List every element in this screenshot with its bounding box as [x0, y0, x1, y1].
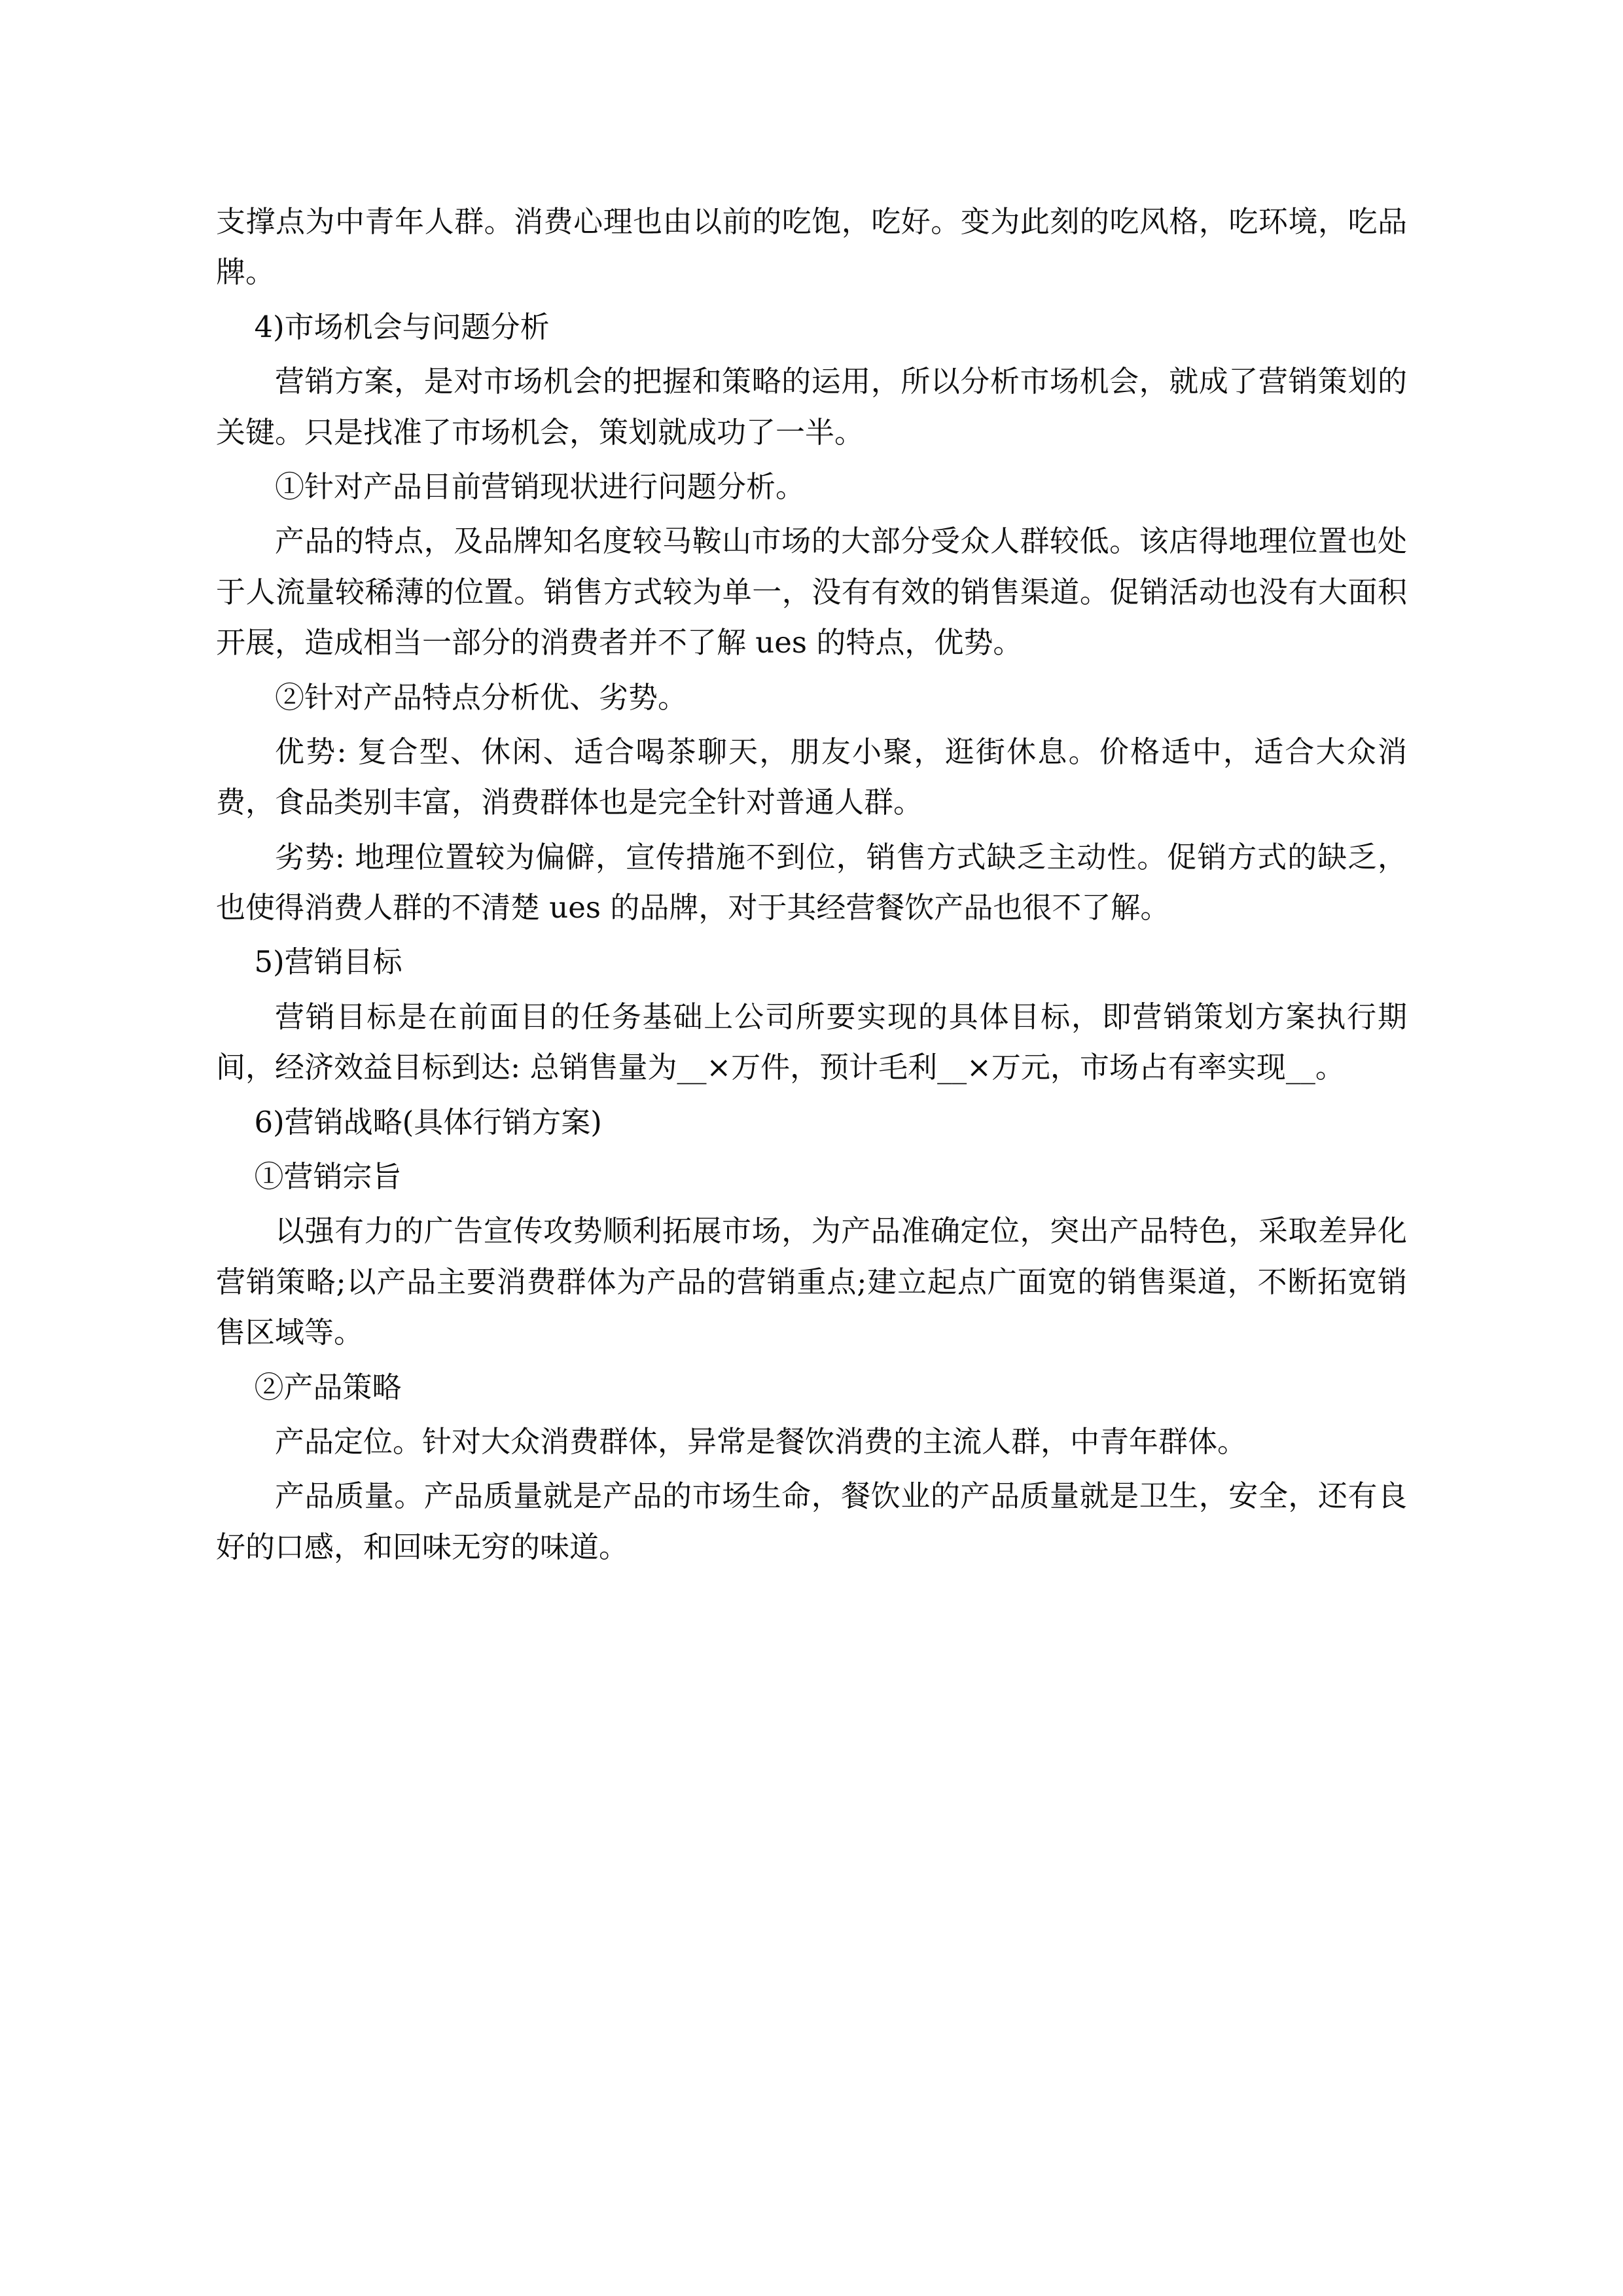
- paragraph-disadvantages: 劣势: 地理位置较为偏僻，宣传措施不到位，销售方式缺乏主动性。促销方式的缺乏，也使得消费人群的不清楚 ues 的品牌，对于其经营餐饮产品也很不了解。: [216, 839, 1407, 925]
- paragraph-4: 产品的特点，及品牌知名度较马鞍山市场的大部分受众人群较低。该店得地理位置也处于人流量较稀薄的位置。销售方式较为单一，没有有效的销售渠道。促销活动也没有大面积开展，造成相当一部分的消费者并不了解 ues 的特点，优势。: [216, 524, 1407, 660]
- paragraph-3: ①针对产品目前营销现状进行问题分析。: [275, 469, 806, 504]
- paragraph-product-positioning: 产品定位。针对大众消费群体，异常是餐饮消费的主流人群，中青年群体。: [275, 1424, 1247, 1459]
- document-body: [216, 196, 1407, 1572]
- paragraph-9: 以强有力的广告宣传攻势顺利拓展市场，为产品准确定位，突出产品特色，采取差异化营销策略;以产品主要消费群体为产品的营销重点;建立起点广面宽的销售渠道，不断拓宽销售区域等。: [216, 1213, 1407, 1350]
- paragraph-5: ②针对产品特点分析优、劣势。: [275, 679, 688, 715]
- heading-product-strategy: ②产品策略: [254, 1369, 402, 1405]
- heading-marketing-purpose: ①营销宗旨: [254, 1159, 402, 1194]
- paragraph-advantages: 优势: 复合型、休闲、适合喝茶聊天，朋友小聚，逛街休息。价格适中，适合大众消费，食品类别丰富，消费群体也是完全针对普通人群。: [216, 734, 1407, 820]
- paragraph-1: 支撑点为中青年人群。消费心理也由以前的吃饱，吃好。变为此刻的吃风格，吃环境，吃品牌。: [216, 204, 1407, 290]
- heading-marketing-strategy: 6)营销战略(具体行销方案): [254, 1104, 602, 1139]
- heading-marketing-goal: 5)营销目标: [254, 944, 402, 980]
- paragraph-8: 营销目标是在前面目的任务基础上公司所要实现的具体目标，即营销策划方案执行期间，经济效益目标到达: 总销售量为__×万件，预计毛利__×万元，市场占有率实现__。: [216, 999, 1407, 1085]
- heading-market-opportunity: 4)市场机会与问题分析: [254, 309, 550, 344]
- paragraph-product-quality: 产品质量。产品质量就是产品的市场生命，餐饮业的产品质量就是卫生，安全，还有良好的口感，和回味无穷的味道。: [216, 1479, 1407, 1564]
- paragraph-2: 营销方案，是对市场机会的把握和策略的运用，所以分析市场机会，就成了营销策划的关键。只是找准了市场机会，策划就成功了一半。: [216, 364, 1407, 450]
